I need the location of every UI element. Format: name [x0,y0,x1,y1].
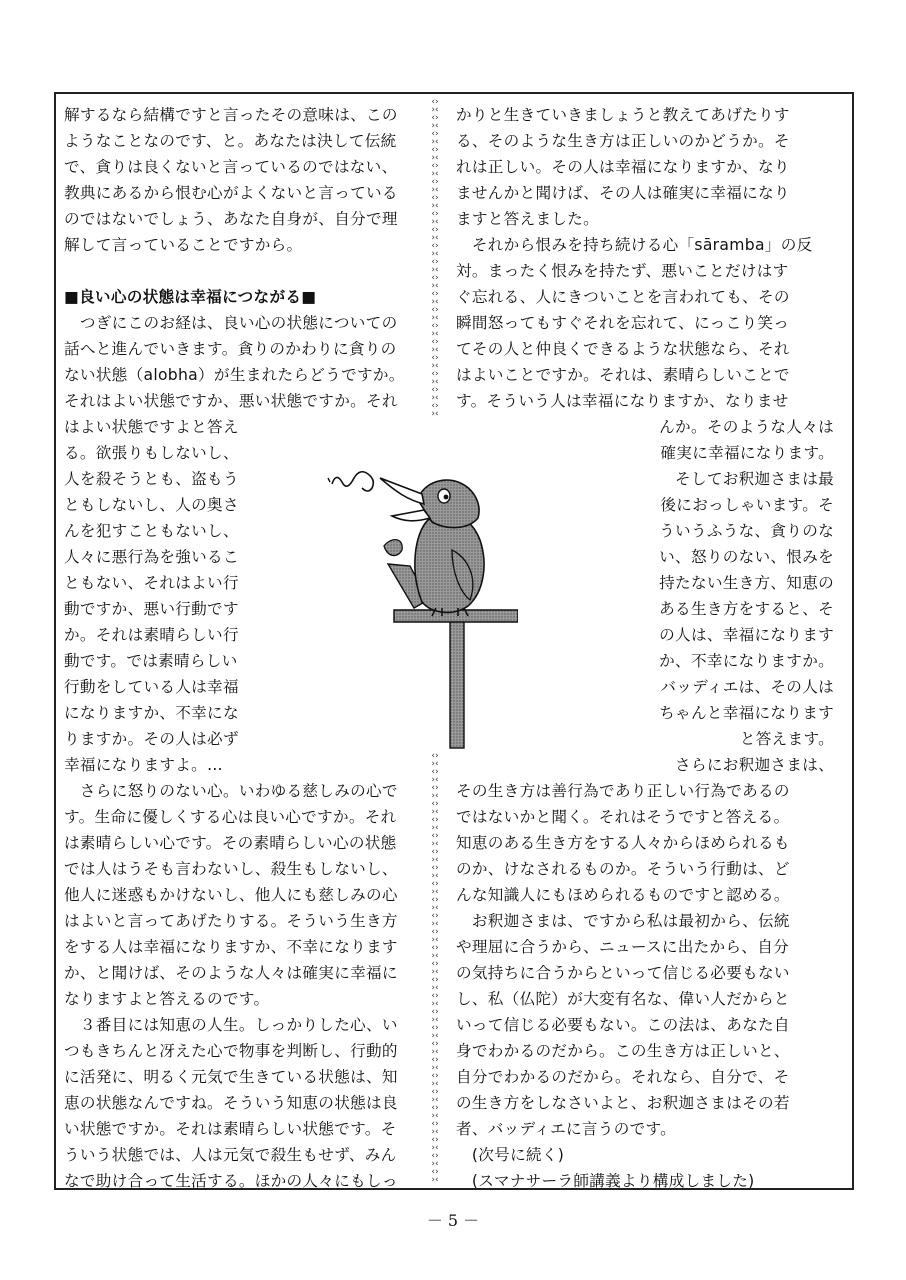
divider-mark: ›‹ [431,775,439,785]
divider-mark: ›‹ [431,217,439,227]
text-line: 確実に幸福になります。 [660,444,834,462]
section-heading: ■良い心の状態は幸福につながる■ [64,288,317,306]
divider-mark: ›‹ [431,137,439,147]
divider-mark: ‹› [431,879,439,889]
text-line: や理屈に合うから、ニュースに出たから、自分 [456,938,789,956]
divider-mark: ›‹ [431,361,439,371]
text-line: になりますか、不幸にな [64,704,239,722]
divider-mark: ‹› [431,783,439,793]
divider-mark: ‹› [431,1039,439,1049]
divider-mark: ‹› [431,273,439,283]
paragraph [456,908,834,1142]
divider-mark: ›‹ [431,1159,439,1169]
text-line: 人々に悪行為を強いるこ [64,548,239,566]
divider-mark: ‹› [431,385,439,395]
text-line: し、私（仏陀）が大変有名な、偉い人だからと [456,990,790,1008]
divider-mark: ‹› [431,289,439,299]
text-line: んか。そのような人々は [659,418,834,436]
text-line: ともない、それはよい行 [64,574,239,592]
text-line: か、と聞けば、そのような人々は確実に幸福に [64,964,398,982]
text-line: す。そういう人は幸福になりますか、なりませ [456,392,789,410]
text-line: ういう状態では、人は元気で殺生もせず、みん [64,1146,397,1164]
divider-mark: ›‹ [431,1095,439,1105]
divider-mark: ›‹ [431,935,439,945]
text-line: では人はうそも言わないし、殺生もしないし、 [64,860,398,878]
text-line: 動です。では素晴らしい [64,652,238,670]
divider-mark: ‹› [431,337,439,347]
text-line: のか、けなされるものか。そういう行動は、ど [456,860,790,878]
divider-mark: ›‹ [431,1143,439,1153]
text-line: と答えます。 [739,730,834,748]
divider-mark: ›‹ [431,1031,439,1041]
text-line: てその人と仲良くできるような状態なら、それ [456,340,790,358]
divider-mark: ‹› [431,209,439,219]
text-line: い、怒りのない、恨みを [659,548,834,566]
divider-mark: ‹› [431,1103,439,1113]
text-line: お釈迦さまは、ですから私は最初から、伝統 [456,912,790,930]
text-line: いって信じる必要もない。この法は、あなた自 [456,1016,790,1034]
text-line: 幸福になりますよ。… [64,756,223,774]
divider-mark: ›‹ [431,169,439,179]
text-line: ３番目には知恵の人生。しっかりした心、い [64,1016,398,1034]
text-line: はよいことですか。それは、素晴らしいことで [456,366,790,384]
divider-mark: ›‹ [431,377,439,387]
divider-mark: ‹› [431,1055,439,1065]
divider-mark: ‹› [431,1023,439,1033]
divider-mark: ›‹ [431,1079,439,1089]
column-divider-bottom [428,752,442,1186]
divider-mark: ‹› [431,895,439,905]
text-line: 対。まったく恨みを持たず、悪いことだけはす [456,262,789,280]
divider-mark: ›‹ [431,919,439,929]
text-line: ういうふうな、貪りのな [659,522,834,540]
divider-mark: ‹› [431,831,439,841]
text-line: 身でわかるのだから。この生き方は正しいと、 [456,1042,790,1060]
text-line: ある生き方をすると、そ [659,600,834,618]
text-line: 他人に迷惑もかけないし、他人にも慈しみの心 [64,886,398,904]
text-line: 解して言っていることですから。 [64,236,303,254]
divider-mark: ‹› [431,1087,439,1097]
text-line: れは正しい。その人は幸福になりますか、なり [456,158,790,176]
text-line: の気持ちに合うからといって信じる必要もない [456,964,790,982]
divider-mark: ‹› [431,369,439,379]
text-line: はよい状態ですよと答え [64,418,239,436]
divider-mark: ›‹ [431,887,439,897]
text-line: をする人は幸福になりますか、不幸になります [64,938,398,956]
text-line: バッディエは、その人は [660,678,834,696]
divider-mark: ›‹ [431,807,439,817]
divider-mark: ‹› [431,241,439,251]
text-line: さらに怒りのない心。いわゆる慈しみの心で [64,782,398,800]
text-line: ませんかと聞けば、その人は確実に幸福になり [456,184,790,202]
divider-mark: ‹› [431,959,439,969]
divider-mark: ‹› [431,863,439,873]
divider-mark: ›‹ [431,1063,439,1073]
text-line: る、そのような生き方は正しいのかどうか。そ [456,132,790,150]
text-line: さらにお釈迦さまは、 [675,756,834,774]
text-line: かりと生きていきましょうと教えてあげたりす [456,106,790,124]
text-line: 人を殺そうとも、盗もう [64,470,239,488]
divider-mark: ›‹ [431,409,439,419]
text-line: か。それは素晴らしい行 [64,626,239,644]
divider-mark: ›‹ [431,855,439,865]
text-line: 動ですか、悪い行動です [64,600,239,618]
divider-mark: ‹› [431,815,439,825]
text-line: ちゃんと幸福になります [659,704,834,722]
divider-mark: ‹› [431,321,439,331]
text-line: つぎにこのお経は、良い心の状態についての [64,314,398,332]
column-divider-top [428,98,442,420]
divider-mark: ›‹ [431,951,439,961]
divider-mark: ›‹ [431,1111,439,1121]
divider-mark: ‹› [431,752,439,761]
divider-mark: ›‹ [431,983,439,993]
text-line: ますと答えました。 [456,210,600,228]
divider-mark: ›‹ [431,999,439,1009]
text-line: ぐ忘れる、人にきついことを言われても、その [456,288,790,306]
text-line: 知恵のある生き方をする人々からほめられるも [456,834,790,852]
text-line: そしてお釈迦さまは最 [659,470,834,488]
paragraph [456,102,834,232]
text-line: りますか。その人は必ず [64,730,239,748]
divider-mark: ‹› [431,991,439,1001]
text-line: 行動をしている人は幸福 [64,678,239,696]
divider-mark: ‹› [431,401,439,411]
divider-mark: ‹› [431,113,439,123]
text-line: それから恨みを持ち続ける心「sāramba」の反 [456,236,813,254]
text-line: つもきちんと冴えた心で物事を判断し、行動的 [64,1042,398,1060]
text-line: なりますよと答えるのです。 [64,990,270,1008]
text-line: の人は、幸福になります [659,626,834,644]
divider-mark: ›‹ [431,393,439,403]
divider-mark: ‹› [431,177,439,187]
divider-mark: ›‹ [431,185,439,195]
paragraph [64,1012,424,1194]
paragraph [456,752,834,908]
divider-mark: ›‹ [431,1175,439,1185]
divider-mark: ›‹ [431,1127,439,1137]
text-line: んな知識人にもほめられるものですと認める。 [456,886,790,904]
text-line: 恵の状態なんですね。そういう知恵の状態は良 [64,1094,398,1112]
divider-mark: ›‹ [431,265,439,275]
divider-mark: ›‹ [431,967,439,977]
divider-mark: ‹› [431,1151,439,1161]
text-line: ともしないし、人の奥さ [64,496,239,514]
text-line: か、不幸になりますか。 [659,652,834,670]
text-line: はよいと言ってあげたりする。そういう生き方 [64,912,398,930]
text-line: その生き方は善行為であり正しい行為であるの [456,782,790,800]
divider-mark: ‹› [431,1167,439,1177]
divider-mark: ›‹ [431,249,439,259]
divider-mark: ›‹ [431,297,439,307]
divider-mark: ›‹ [431,281,439,291]
divider-mark: ‹› [431,1007,439,1017]
divider-mark: ‹› [431,129,439,139]
text-line: は素晴らしい心です。その素晴らしい心の状態 [64,834,397,852]
text-line: す。生命に優しくする心は良い心ですか。それ [64,808,397,826]
text-line: る。欲張りもしないし、 [64,444,239,462]
divider-mark: ›‹ [431,329,439,339]
text-line: 持たない生き方、知恵の [659,574,834,592]
divider-mark: ›‹ [431,903,439,913]
divider-mark: ›‹ [431,1047,439,1057]
divider-mark: ›‹ [431,201,439,211]
credit-note: (スマナサーラ師講義より構成しました) [456,1172,755,1190]
paragraph [64,778,424,1012]
text-line: 瞬間怒ってもすぐそれを忘れて、にっこり笑っ [456,314,790,332]
text-line: 後におっしゃいます。そ [660,496,834,514]
text-line: 話へと進んでいきます。貪りのかわりに貪りの [64,340,397,358]
text-line: 教典にあるから恨む心がよくないと言っている [64,184,398,202]
divider-mark: ‹› [431,193,439,203]
divider-mark: ‹› [431,927,439,937]
divider-mark: ‹› [431,161,439,171]
divider-mark: ›‹ [431,105,439,115]
divider-mark: ‹› [431,943,439,953]
divider-mark: ‹› [431,353,439,363]
divider-mark: ‹› [431,257,439,267]
text-line: ようなことなのです、と。あなたは決して伝統 [64,132,397,150]
text-line: ない状態（alobha）が生まれたらどうですか。 [64,366,405,384]
text-line: で、貪りは良くないと言っているのではない、 [64,158,398,176]
text-line: の生き方をしなさいよと、お釈迦さまはその若 [456,1094,790,1112]
divider-mark: ›‹ [431,759,439,769]
text-line: それはよい状態ですか、悪い状態ですか。それ [64,392,398,410]
divider-mark: ›‹ [431,839,439,849]
bird-on-perch-icon [318,460,518,750]
text-line: んを犯すこともないし、 [64,522,239,540]
page-number: － 5 － [426,1211,480,1230]
divider-mark: ›‹ [431,121,439,131]
divider-mark: ‹› [431,1135,439,1145]
paragraph [456,232,834,466]
divider-mark: ›‹ [431,233,439,243]
divider-mark: ›‹ [431,791,439,801]
divider-mark: ‹› [431,1119,439,1129]
divider-mark: ›‹ [431,345,439,355]
divider-mark: ›‹ [431,823,439,833]
divider-mark: ‹› [431,975,439,985]
divider-mark: ‹› [431,799,439,809]
divider-mark: ›‹ [431,871,439,881]
text-line: のではないでしょう、あなた自身が、自分で理 [64,210,398,228]
text-line: 者、バッディエに言うのです。 [456,1120,677,1138]
divider-mark: ‹› [431,305,439,315]
text-line: 自分でわかるのだから。それなら、自分で、そ [456,1068,790,1086]
divider-mark: ‹› [431,767,439,777]
divider-mark: ›‹ [431,153,439,163]
divider-mark: ‹› [431,98,439,107]
paragraph [64,102,424,258]
divider-mark: ‹› [431,911,439,921]
continued-note: (次号に続く) [456,1146,565,1164]
divider-mark: ‹› [431,145,439,155]
text-line: に活発に、明るく元気で生きている状態は、知 [64,1068,398,1086]
text-line: ではないかと聞く。それはそうですと答える。 [456,808,790,826]
divider-mark: ‹› [431,225,439,235]
divider-mark: ›‹ [431,313,439,323]
divider-mark: ‹› [431,847,439,857]
text-line: 解するなら結構ですと言ったその意味は、この [64,106,398,124]
text-line: い状態ですか。それは素晴らしい状態です。そ [64,1120,397,1138]
divider-mark: ›‹ [431,1015,439,1025]
divider-mark: ‹› [431,1071,439,1081]
text-line: なで助け合って生活する。ほかの人々にもしっ [64,1172,398,1190]
